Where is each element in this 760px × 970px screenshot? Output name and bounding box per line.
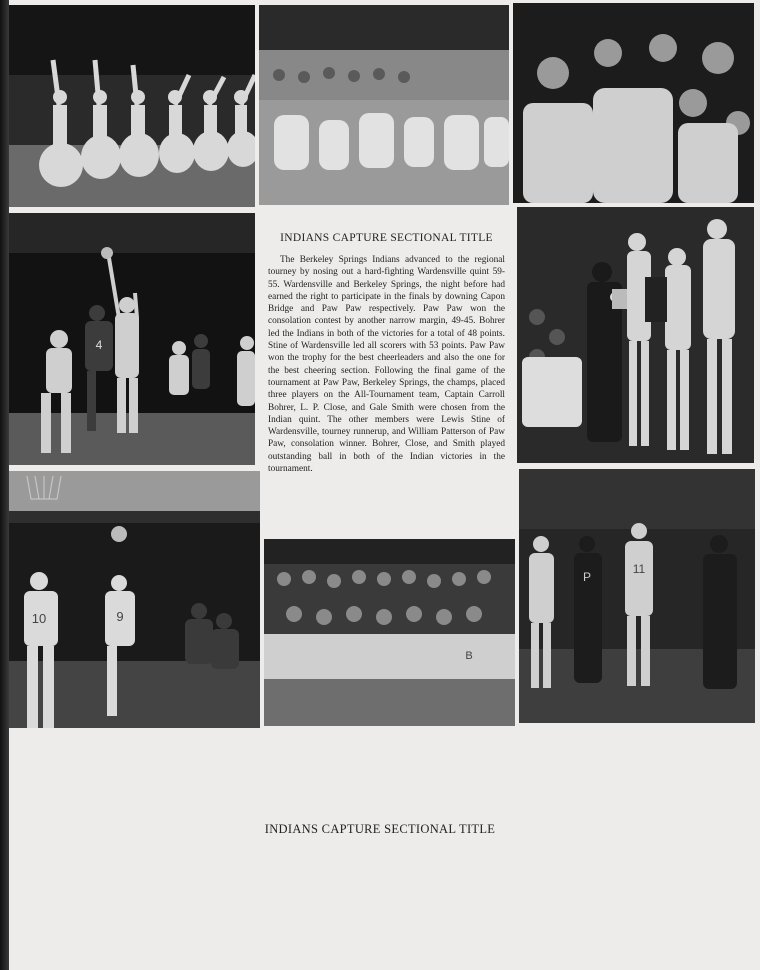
jersey-number-10: 10 <box>31 611 47 626</box>
jacket-letter-p: P <box>582 570 592 584</box>
jersey-letter-b: B <box>465 650 473 662</box>
jersey-number-4: 4 <box>95 338 103 352</box>
article-title: INDIANS CAPTURE SECTIONAL TITLE <box>280 232 493 244</box>
photo-cheerleaders-dance <box>9 5 255 207</box>
jersey-number-9: 9 <box>116 609 124 624</box>
photo-cheering-fans <box>513 3 754 203</box>
photo-game-action <box>9 471 260 728</box>
photo-trophy-presentation <box>517 207 754 463</box>
photo-cheering-section <box>264 539 515 726</box>
article-body: The Berkeley Springs Indians advanced to the regional tourney by nosing out a hard-fighting Wardensville quint 59-55. Wardensville and Berkeley Springs, the night before had earned the right to participate in the finals by downing Capon Bridge and Paw Paw respectively. Paw Paw won the consolation contest by another narrow margin, 49-45. Bohrer led the Indians in both of the victories for a total of 48 points. Stine of Wardensville led all scorers with 53 points. Paw Paw won the trophy for the best cheerleaders and also the one for the best cheering section. Following the final game of the tournament at Paw Paw, Berkeley Springs, the champs, placed three players on the All-Tournament team, Captain Carroll Bohrer, L. P. Close, and Gale Smith were chosen from the Indian quint. The other members were Lewis Stine of Wardensville, tourney runnerup, and William Patterson of Paw Paw, consolation winner. Bohrer, Close, and Smith played outstanding ball in both of the Indian victories in the tournament. <box>268 255 505 475</box>
photo-jump-ball <box>9 213 255 465</box>
page-footer-title: INDIANS CAPTURE SECTIONAL TITLE <box>264 822 496 836</box>
photo-team-group <box>519 469 755 723</box>
photo-cheerleaders-crowd <box>259 5 509 205</box>
jersey-number-11: 11 <box>632 562 646 576</box>
article-caption <box>264 218 509 528</box>
